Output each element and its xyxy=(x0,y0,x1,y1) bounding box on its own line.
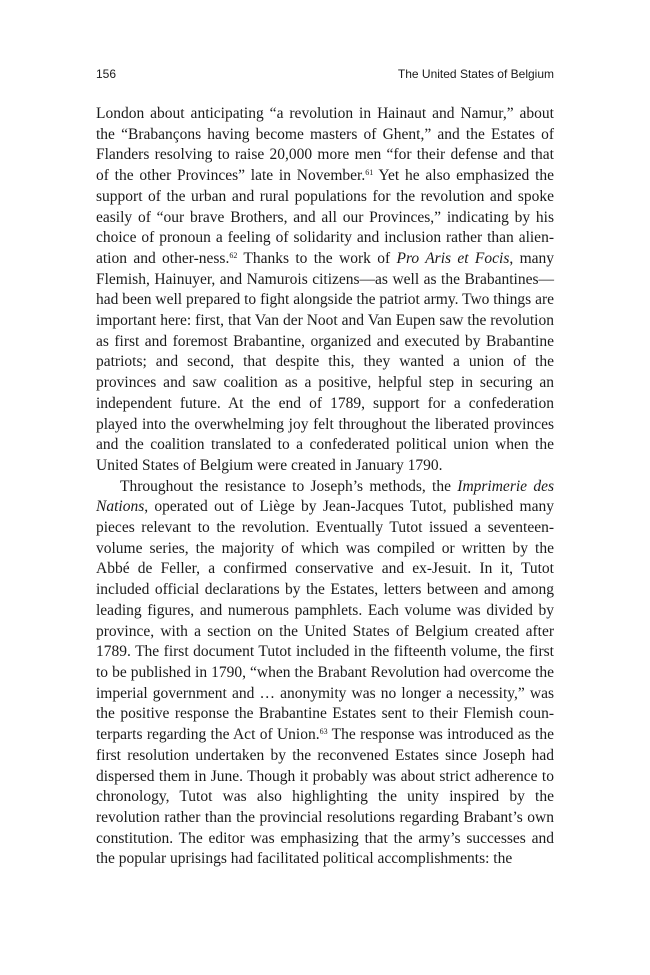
running-head xyxy=(96,66,554,82)
text-run: London about anticipating “a revolution in Hainaut and Namur,” about the “Brabançons having become masters of Ghent,” and the Estates of Flanders resolving to raise 20,000 more men “for their defense and that of the other Provinces” late in November. xyxy=(96,105,554,185)
footnote-reference[interactable]: 63 xyxy=(319,727,328,737)
italic-title: Pro Aris et Focis xyxy=(396,249,510,267)
footnote-reference[interactable]: 62 xyxy=(229,250,238,260)
text-run: Throughout the resistance to Joseph’s methods, the xyxy=(120,477,458,495)
text-run: Yet he also emphasized the support of the urban and rural populations for the revolution and spoke easily of “our brave Brothers, and all our Provinces,” indicating by his choice of pronoun a feeling of solidarity and inclusion rather than alienation and other-ness. xyxy=(96,167,555,267)
text-run: The response was introduced as the first resolution undertaken by the reconvened Estates since Joseph had dispersed them in June. Though it probably was about strict adherence to chronology, Tutot was also highlighting the unity inspired by the revolution rather than the provincial resolutions regarding Brabant’s own constitution. The editor was emphasizing that the army’s successes and the popular uprisings had facilitated political accomplishments: the xyxy=(96,726,554,868)
text-run: , operated out of Liège by Jean-Jacques Tutot, published many pieces relevant to the revolution. Eventually Tutot issued a seventeen-volume series, the majority of which was compiled or written by the Abbé de Feller, a confirmed conservative and ex-Jesuit. In it, Tutot included official declarations by the Estates, letters between and among leading figures, and numerous pamphlets. Each volume was divided by province, with a section on the United States of Belgium created after 1789. The first document Tutot included in the fifteenth volume, the first to be published in 1790, “when the Brabant Revolution had overcome the imperial government and … anonymity was no longer a necessity,” was the positive response the Brabantine Estates sent to their Flemish counterparts regarding the Act of Union. xyxy=(96,498,554,744)
footnote-reference[interactable]: 61 xyxy=(365,168,374,178)
text-run: , many Flemish, Hainuyer, and Namurois citizens—as well as the Brabantines—had been well prepared to fight alongside the patriot army. Two things are important here: first, that Van der Noot and Van Eupen saw the revolution as first and foremost Brabantine, organized and executed by Brabantine patriots; and second, that despite this, they wanted a union of the provinces and saw coalition as a positive, helpful step in securing an independent future. At the end of 1789, support for a confederation played into the overwhelming joy felt throughout the liberated provinces and the coalition translated to a confederated political union when the United States of Belgium were created in January 1790. xyxy=(96,249,555,474)
italic-title: Imprimerie des Nations xyxy=(96,477,554,516)
page-number: 156 xyxy=(96,67,117,81)
paragraph xyxy=(96,477,554,870)
running-head-title: The United States of Belgium xyxy=(397,67,554,81)
text-run: Thanks to the work of xyxy=(237,249,397,267)
paragraph xyxy=(96,104,554,477)
body-text xyxy=(96,104,554,870)
